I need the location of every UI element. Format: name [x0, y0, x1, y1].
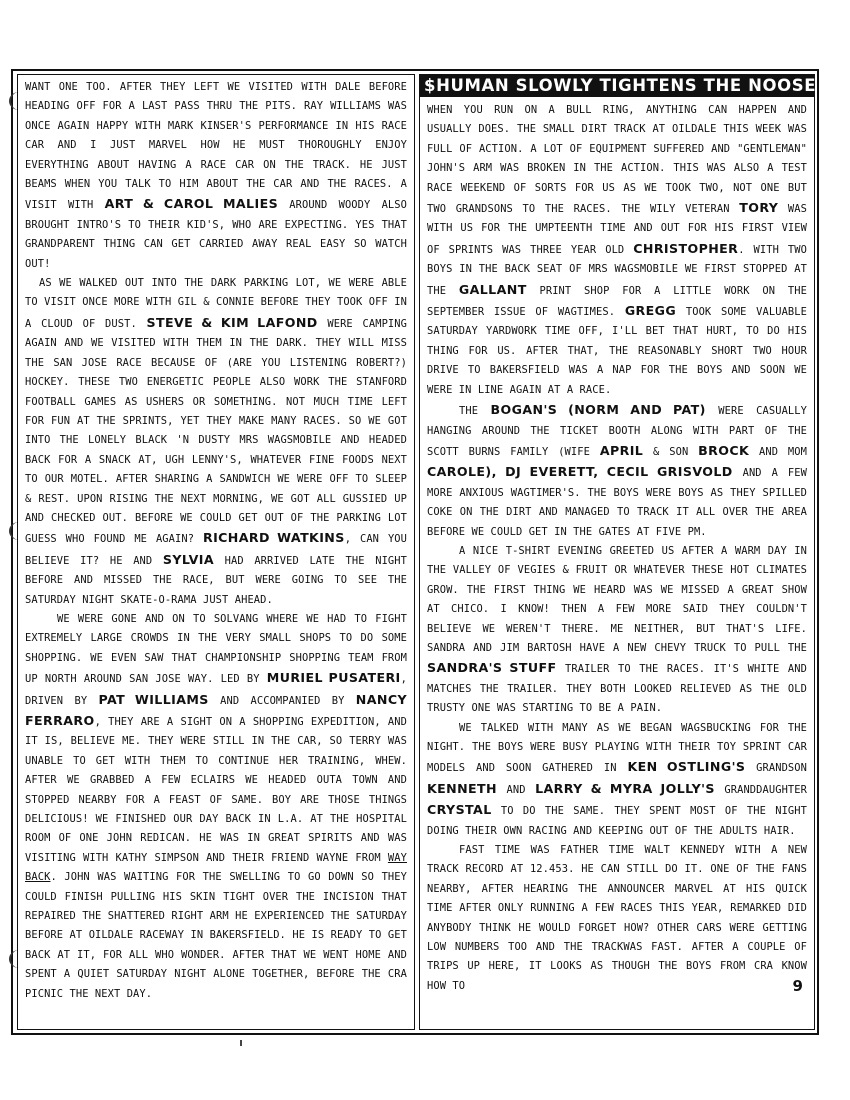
text-run: , CAN YOU BELIEVE IT? HE AND	[25, 533, 408, 567]
text-run: AND A FEW MORE ANXIOUS WAGTIMER'S. THE BOYS WERE BOYS AS THEY SPILLED COKE ON THE DIRT AND MANAGED TO TRACK IT ALL OVER THE AREA BEFORE WE COULD GET IN THE GATES AT FIVE PM.	[427, 467, 807, 538]
text-run: , DRIVEN BY	[25, 673, 407, 707]
highlighted-name: GALLANT	[458, 281, 527, 297]
text-run: WAS WITH US FOR THE UMPTEENTH TIME AND OUT FOR HIS FIRST VIEW OF SPRINTS WAS THREE YEAR OLD	[427, 203, 807, 256]
page-number: 9	[792, 976, 803, 995]
text-run: WE WERE GONE AND ON TO SOLVANG WHERE WE HAD TO FIGHT EXTREMELY LARGE CROWDS IN THE VERY SMALL SHOPS TO DO SOME SHOPPING. WE EVEN SAW THAT CHAMPIONSHIP SHOPPING TEAM FROM UP NORTH AROUND SAN JOSE WAY. LED BY	[25, 612, 407, 686]
text-run: . JOHN WAS WAITING FOR THE SWELLING TO GO DOWN SO THEY COULD FINISH PULLING HIS SKIN TIGHT OVER THE INCISION THAT REPAIRED THE SHATTERED RIGHT ARM HE EXPERIENCED THE SATURDAY BEFORE AT OILDALE RACEWAY IN BAKERSFIELD. HE IS READY TO GET BACK AT IT, FOR ALL WHO WONDER. AFTER THAT WE WENT HOME AND SPENT A QUIET SATURDAY NIGHT ALONE TOGETHER, BEFORE THE CRA PICNIC THE NEXT DAY.	[25, 871, 407, 1000]
highlighted-name: PAT WILLIAMS	[98, 691, 209, 707]
article-paragraph	[25, 610, 407, 1004]
article-paragraph	[427, 719, 807, 841]
article-paragraph	[427, 400, 807, 542]
text-run: WHEN YOU RUN ON A BULL RING, ANYTHING CAN HAPPEN AND USUALLY DOES. THE SMALL DIRT TRACK AT OILDALE THIS WEEK WAS FULL OF ACTION. A LOT OF EQUIPMENT SUFFERED AND "GENTLEMAN" JOHN'S ARM WAS BROKEN IN THE ACTION. THIS WAS ALSO A TEST RACE WEEKEND OF SORTS FOR US AS WE TOOK TWO, NOT ONE BUT TWO GRANDSONS TO THE RACES. THE WILY VETERAN	[427, 104, 807, 216]
left-column	[17, 74, 415, 1030]
text-run: WE TALKED WITH MANY AS WE BEGAN WAGSBUCKING FOR THE NIGHT. THE BOYS WERE BUSY PLAYING WITH THEIR TOY SPRINT CAR MODELS AND SOON GATHERED IN	[427, 721, 807, 775]
article-headline: $HUMAN SLOWLY TIGHTENS THE NOOSE	[420, 75, 814, 97]
highlighted-name: TORY	[739, 200, 779, 216]
highlighted-name: STEVE & KIM LAFOND	[146, 314, 318, 330]
text-run: WERE CASUALLY HANGING AROUND THE TICKET BOOTH ALONG WITH PART OF THE SCOTT BURNS FAMILY (WIFE	[427, 405, 807, 458]
text-run: GRANDDAUGHTER	[714, 783, 808, 796]
text-run: FAST TIME WAS FATHER TIME WALT KENNEDY WITH A NEW TRACK RECORD AT 12.453. HE CAN STILL DO IT. ONE OF THE FANS NEARBY, AFTER HEARING THE ANNOUNCER MARVEL AT HIS QUICK TIME AFTER ONLY RUNNING A FEW RACES THIS YEAR, REMARKED DID ANYBODY THINK HE WOULD FORGET HOW? OTHER CARS WERE GETTING LOW NUMBERS TOO AND THE TRACKWAS FAST. AFTER A COUPLE OF TRIPS UP HERE, IT LOOKS AS THOUGH THE BOYS FROM CRA KNOW HOW TO	[427, 844, 807, 992]
highlighted-name: NANCY FERRARO	[25, 691, 407, 728]
highlighted-name: RICHARD WATKINS	[202, 530, 345, 546]
text-run: AROUND WOODY ALSO BROUGHT INTRO'S TO THEIR KID'S, WHO ARE EXPECTING. YES THAT GRANDPARENT THING CAN GET CARRIED AWAY REAL EASY SO WATCH OUT!	[25, 199, 407, 270]
article-paragraph	[427, 841, 807, 996]
highlighted-name: ART & CAROL MALIES	[104, 196, 279, 212]
text-run: TOOK SOME VALUABLE SATURDAY YARDWORK TIME OFF, I'LL BET THAT HURT, TO DO HIS THING FOR US. AFTER THAT, THE REASONABLY SHORT TWO HOUR DRIVE TO BAKERSFIELD WAS A NAP FOR THE BOYS AND SOON WE WERE IN LINE AGAIN AT A RACE.	[427, 306, 807, 396]
highlighted-name: BOGAN'S (NORM AND PAT)	[490, 402, 706, 418]
highlighted-name: LARRY & MYRA JOLLY'S	[535, 780, 715, 796]
text-run: & SON	[643, 445, 699, 458]
scan-speck	[240, 1040, 242, 1046]
highlighted-name: BROCK	[698, 442, 750, 458]
article-paragraph	[25, 274, 407, 610]
text-run: WERE CAMPING AGAIN AND WE VISITED WITH THEM IN THE DARK. THEY WILL MISS THE SAN JOSE RACE BECAUSE OF (ARE YOU LISTENING ROBERT?) HOCKEY. THESE TWO ENERGETIC PEOPLE ALSO WORK THE STANFORD FOOTBALL GAMES AS USHERS OR SOMETHING. NOT MUCH TIME LEFT FOR FUN AT THE SPRINTS, YET THEY MAKE MANY RACES. SO WE GOT INTO THE LONELY BLACK 'N DUSTY MRS WAGSMOBILE AND HEADED BACK FOR A SNACK AT, UGH LENNY'S, WHATEVER FINE FOODS NEXT TO OUR MOTEL. AFTER SHARING A SANDWICH WE WERE OFF TO SLEEP & REST. UPON RISING THE NEXT MORNING, WE GOT ALL GUSSIED UP AND CHECKED OUT. BEFORE WE COULD GET OUT OF THE PARKING LOT GUESS WHO FOUND ME AGAIN?	[25, 317, 408, 546]
highlighted-name: GREGG	[624, 303, 677, 319]
text-run: . WITH TWO BOYS IN THE BACK SEAT OF MRS WAGSMOBILE WE FIRST STOPPED AT THE	[427, 243, 807, 297]
highlighted-name: CRYSTAL	[427, 802, 492, 818]
article-paragraph	[427, 101, 807, 400]
text-run: A NICE T-SHIRT EVENING GREETED US AFTER A WARM DAY IN THE VALLEY OF VEGIES & FRUIT OR WHATEVER THESE HOT CLIMATES GROW. THE FIRST THING WE HEARD WAS WE MISSED A GREAT SHOW AT CHICO. I KNOW! THEN A FEW MORE SAID THEY COULDN'T BELIEVE WE WEREN'T THERE. ME NEITHER, BUT THAT'S LIFE. SANDRA AND JIM BARTOSH HAVE A NEW CHEVY TRUCK TO PULL THE	[427, 544, 807, 654]
text-run: THE	[459, 405, 491, 418]
right-column-text	[427, 101, 807, 996]
highlighted-name: APRIL	[599, 442, 644, 458]
text-run: HAD ARRIVED LATE THE NIGHT BEFORE AND MISSED THE RACE, BUT WERE GOING TO SEE THE SATURDAY NIGHT SKATE-O-RAMA JUST AHEAD.	[25, 554, 407, 606]
highlighted-name: MURIEL PUSATERI	[266, 670, 401, 686]
highlighted-name: KENNETH	[427, 780, 497, 796]
text-run: TO DO THE SAME. THEY SPENT MOST OF THE NIGHT DOING THEIR OWN RACING AND KEEPING OUT OF THE ADULTS HAIR.	[427, 805, 807, 837]
text-run: GRANDSON	[745, 762, 807, 775]
article-paragraph	[427, 542, 807, 719]
text-run: PRINT SHOP FOR A LITTLE WORK ON THE SEPTEMBER ISSUE OF WAGTIMES.	[427, 284, 807, 319]
left-column-text	[25, 78, 407, 1004]
text-run: AS WE WALKED OUT INTO THE DARK PARKING LOT, WE WERE ABLE TO VISIT ONCE MORE WITH GIL & CONNIE BEFORE THEY TOOK OFF IN A CLOUD OF DUST.	[25, 277, 407, 330]
text-run: WAY BACK	[25, 851, 407, 884]
text-run: AND MOM	[749, 445, 807, 458]
highlighted-name: KEN OSTLING'S	[627, 759, 746, 775]
text-run: TRAILER TO THE RACES. IT'S WHITE AND MATCHES THE TRAILER. THEY BOTH LOOKED RELIEVED AS THE OLD TRUSTY ONE WAS STARTING TO BE A PAIN.	[427, 663, 807, 715]
highlighted-name: CHRISTOPHER	[633, 240, 739, 256]
text-run: WANT ONE TOO. AFTER THEY LEFT WE VISITED WITH DALE BEFORE HEADING OFF FOR A LAST PASS THRU THE PITS. RAY WILLIAMS WAS ONCE AGAIN HAPPY WITH MARK KINSER'S PERFORMANCE IN HIS RACE CAR AND I JUST MARVEL HOW HE MUST THOROUGHLY ENJOY EVERYTHING ABOUT HAVING A RACE CAR ON THE TRACK. HE JUST BEAMS WHEN YOU TALK TO HIM ABOUT THE CAR AND THE RACES. A VISIT WITH	[25, 81, 407, 212]
highlighted-name: SYLVIA	[162, 551, 214, 567]
right-column	[419, 74, 815, 1030]
text-run: AND ACCOMPANIED BY	[208, 694, 356, 707]
text-run: , THEY ARE A SIGHT ON A SHOPPING EXPEDITION, AND IT IS, BELIEVE ME. THEY WERE STILL IN THE CAR, SO TERRY WAS UNABLE TO GET WITH THEM TO CONTINUE HER TRAINING, WHEW. AFTER WE GRABBED A FEW ECLAIRS WE HEADED OUTA TOWN AND STOPPED NEARBY FOR A FEAST OF SAME. BOY ARE THOSE THINGS DELICIOUS! WE FINISHED OUR DAY BACK IN L.A. AT THE HOSPITAL ROOM OF ONE JOHN REDICAN. HE WAS IN GREAT SPIRITS AND WAS VISITING WITH KATHY SIMPSON AND THEIR FRIEND WAYNE FROM	[25, 716, 407, 864]
highlighted-name: CAROLE), DJ EVERETT, CECIL GRISVOLD	[427, 464, 733, 480]
highlighted-name: SANDRA'S STUFF	[427, 660, 557, 676]
text-run: AND	[496, 783, 536, 796]
article-paragraph	[25, 78, 407, 274]
